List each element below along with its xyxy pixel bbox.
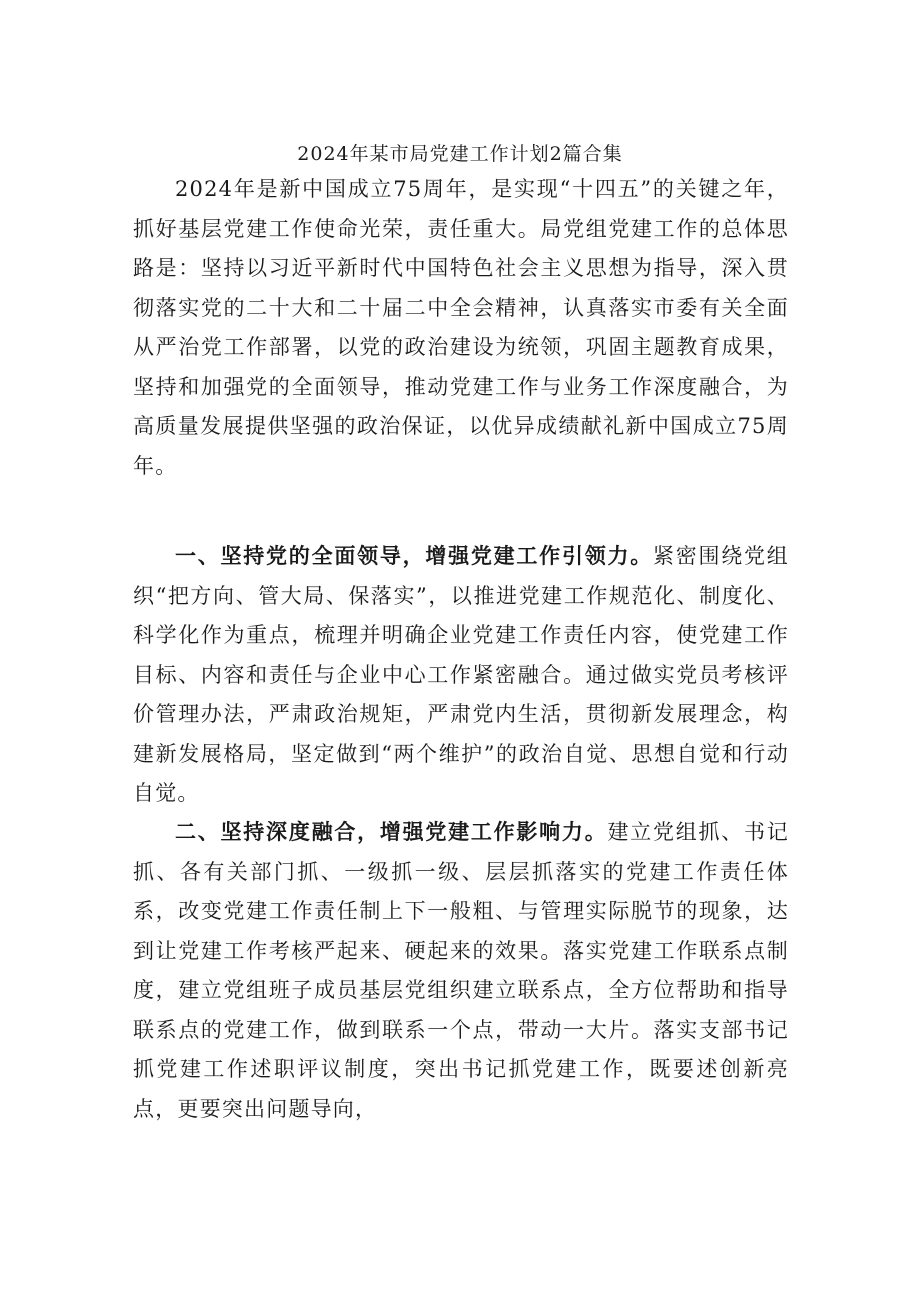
section-1-paragraph bbox=[133, 536, 789, 814]
document-title: 2024年某市局党建工作计划2篇合集 bbox=[297, 143, 623, 165]
intro-paragraph: 2024年是新中国成立75周年，是实现“十四五”的关键之年，抓好基层党建工作使命光荣，责任重大。局党组党建工作的总体思路是：坚持以习近平新时代中国特色社会主义思想为指导，深入贯彻落实党的二十大和二十届二中全会精神，认真落实市委有关全面从严治党工作部署，以党的政治建设为统领，巩固主题教育成果，坚持和加强党的全面领导，推动党建工作与业务工作深度融合，为高质量发展提供坚强的政治保证，以优异成绩献礼新中国成立75周年。 bbox=[133, 177, 789, 478]
section-1-heading: 一、坚持党的全面领导，增强党建工作引领力。 bbox=[175, 543, 653, 568]
section-2-paragraph bbox=[133, 812, 789, 1129]
section-1-body: 紧密围绕党组织“把方向、管大局、保落实”，以推进党建工作规范化、制度化、科学化作为重点，梳理并明确企业党建工作责任内容，使党建工作目标、内容和责任与企业中心工作紧密融合。通过做实党员考核评价管理办法，严肃政治规矩，严肃党内生活，贯彻新发展理念，构建新发展格局，坚定做到“两个维护”的政治自觉、思想自觉和行动自觉。 bbox=[133, 544, 790, 805]
section-2-body: 建立党组抓、书记抓、各有关部门抓、一级抓一级、层层抓落实的党建工作责任体系，改变党建工作责任制上下一般粗、与管理实际脱节的现象，达到让党建工作考核严起来、硬起来的效果。落实党建工作联系点制度，建立党组班子成员基层党组织建立联系点，全方位帮助和指导联系点的党建工作，做到联系一个点，带动一大片。落实支部书记抓党建工作述职评议制度，突出书记抓党建工作，既要述创新亮点，更要突出问题导向， bbox=[133, 820, 789, 1121]
section-2-heading: 二、坚持深度融合，增强党建工作影响力。 bbox=[175, 819, 608, 844]
